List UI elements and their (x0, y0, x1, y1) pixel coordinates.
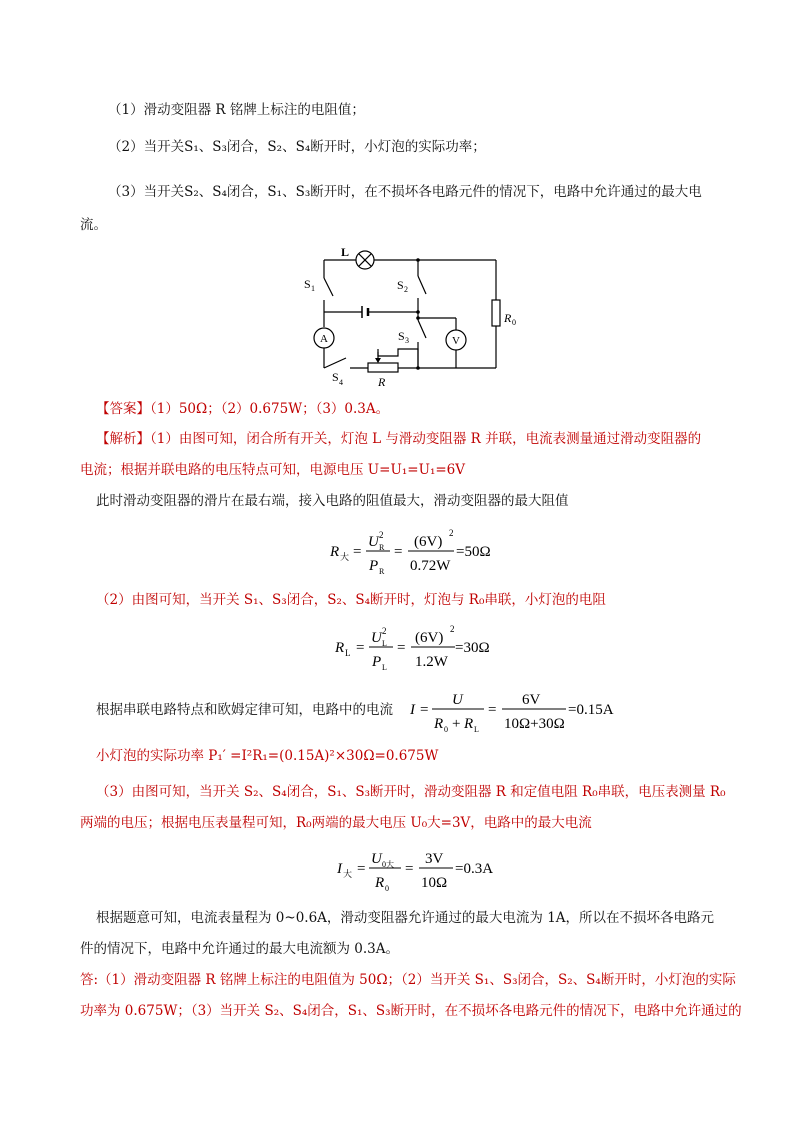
analysis-p4: 根据串联电路特点和欧姆定律可知，电路中的电流 (96, 702, 393, 718)
svg-text:R: R (375, 875, 385, 891)
svg-text:0: 0 (512, 318, 516, 327)
svg-text:(6V): (6V) (415, 630, 444, 646)
svg-text:U: U (371, 851, 382, 867)
svg-text:=: = (394, 544, 403, 560)
svg-text:R: R (330, 544, 340, 560)
analysis-p7-line-2: 件的情况下，电路中允许通过的最大电流额为 0.3A。 (80, 941, 400, 957)
switch-s3 (418, 320, 426, 338)
analysis-p6-line-1: （3）由图可知，当开关 S₂、S₄闭合，S₁、S₃断开时，滑动变阻器 R 和定值电阻 R₀串联，电压表测量 R₀ (96, 784, 726, 800)
svg-text:4: 4 (339, 378, 343, 387)
svg-text:=: = (397, 640, 406, 656)
svg-text:=: = (357, 861, 366, 877)
svg-text:10Ω: 10Ω (421, 875, 448, 891)
question-1: （1）滑动变阻器 R 铭牌上标注的电阻值； (108, 102, 365, 118)
switch-s1 (324, 278, 333, 296)
svg-text:V: V (452, 335, 460, 347)
svg-text:=: = (488, 702, 497, 718)
answer-label: 【答案】 (96, 401, 150, 417)
svg-text:L: L (474, 725, 479, 734)
answer-text: （1）50Ω；（2）0.675W；（3）0.3A。 (150, 401, 390, 417)
final-answer-line-1: 答:（1）滑动变阻器 R 铭牌上标注的电阻值为 50Ω；（2）当开关 S₁、S₃闭合，S₂、S₄断开时，小灯泡的实际 (80, 972, 736, 988)
analysis-label: 【解析】 (96, 431, 150, 447)
svg-text:S: S (304, 277, 311, 291)
svg-text:1.2W: 1.2W (415, 654, 448, 670)
svg-text:=: = (420, 702, 429, 718)
svg-text:L: L (345, 648, 351, 658)
svg-text:1: 1 (311, 284, 315, 293)
svg-text:R: R (379, 543, 385, 552)
rheostat-icon (368, 363, 398, 372)
svg-text:=0.3A: =0.3A (455, 861, 494, 877)
equation-4 (335, 843, 505, 895)
svg-text:=50Ω: =50Ω (456, 544, 491, 560)
svg-text:+: + (452, 716, 461, 732)
svg-text:A: A (320, 333, 328, 345)
analysis-p6-line-2: 两端的电压；根据电压表量程可知，R₀两端的最大电压 U₀大=3V，电路中的最大电流 (80, 815, 592, 831)
svg-text:S: S (398, 329, 405, 343)
svg-text:P: P (369, 558, 379, 574)
svg-text:I: I (410, 702, 415, 718)
equation-2 (333, 622, 513, 674)
svg-text:=30Ω: =30Ω (455, 640, 490, 656)
svg-text:=0.15A: =0.15A (568, 702, 614, 718)
svg-text:R: R (335, 640, 345, 656)
analysis-p7-line-1: 根据题意可知，电流表量程为 0~0.6A，滑动变阻器允许通过的最大电流为 1A，所以在不损坏各电路元 (96, 910, 715, 926)
svg-text:2: 2 (450, 624, 455, 634)
analysis-line-1: 【解析】（1）由图可知，闭合所有开关，灯泡 L 与滑动变阻器 R 并联，电流表测量通过滑动变阻器的 (96, 431, 702, 447)
svg-text:2: 2 (382, 626, 387, 636)
svg-text:P: P (372, 654, 382, 670)
question-3-line-2: 流。 (80, 217, 107, 233)
svg-text:R: R (464, 716, 474, 732)
svg-text:0大: 0大 (382, 860, 394, 869)
svg-text:0: 0 (385, 884, 389, 893)
svg-text:2: 2 (404, 285, 408, 294)
svg-text:U: U (368, 534, 379, 550)
svg-text:=: = (356, 640, 365, 656)
answer-line (96, 399, 389, 419)
lamp-label: L (341, 245, 350, 259)
svg-text:U: U (452, 692, 463, 708)
svg-text:3V: 3V (425, 851, 444, 867)
svg-text:S: S (397, 278, 404, 292)
svg-text:3: 3 (405, 336, 409, 345)
svg-text:大: 大 (340, 552, 350, 562)
svg-text:R: R (378, 375, 386, 389)
final-answer-line-2: 功率为 0.675W；（3）当开关 S₂、S₄闭合，S₁、S₃断开时，在不损坏各电路元件的情况下，电路中允许通过的 (80, 1003, 742, 1019)
svg-text:S: S (332, 370, 339, 384)
svg-text:R: R (434, 716, 444, 732)
svg-text:0: 0 (444, 725, 448, 734)
analysis-p2: 此时滑动变阻器的滑片在最右端，接入电路的阻值最大，滑动变阻器的最大阻值 (96, 493, 569, 509)
svg-text:6V: 6V (522, 692, 541, 708)
svg-text:=: = (353, 544, 362, 560)
analysis-line-2: 电流；根据并联电路的电压特点可知，电源电压 U=U₁=U₁=6V (80, 462, 466, 478)
svg-text:R: R (379, 567, 385, 576)
svg-text:10Ω+30Ω: 10Ω+30Ω (504, 716, 565, 732)
switch-s2 (418, 276, 426, 294)
svg-text:(6V): (6V) (414, 534, 443, 550)
circuit-diagram (300, 242, 530, 392)
question-2: （2）当开关S₁、S₃闭合，S₂、S₄断开时，小灯泡的实际功率； (108, 139, 486, 155)
question-3-line-1: （3）当开关S₂、S₄闭合，S₁、S₃断开时，在不损坏各电路元件的情况下，电路中允许通过的最大电 (108, 184, 702, 200)
svg-text:I: I (337, 861, 342, 877)
analysis-p3: （2）由图可知，当开关 S₁、S₃闭合，S₂、S₄断开时，灯泡与 R₀串联，小灯泡的电阻 (96, 592, 606, 608)
equation-3 (408, 684, 628, 736)
resistor-r0-icon (492, 300, 500, 326)
switch-s4 (324, 358, 346, 368)
equation-1 (328, 526, 518, 578)
svg-text:R: R (504, 311, 512, 325)
svg-text:L: L (382, 663, 387, 672)
svg-text:U: U (371, 630, 382, 646)
analysis-p5: 小灯泡的实际功率 P₁′ =I²R₁=(0.15A)²×30Ω=0.675W (96, 748, 439, 764)
svg-text:大: 大 (343, 869, 353, 879)
svg-text:L: L (382, 639, 387, 648)
svg-text:0.72W: 0.72W (410, 558, 451, 574)
svg-text:2: 2 (449, 528, 454, 538)
svg-text:=: = (405, 861, 414, 877)
svg-text:2: 2 (379, 530, 384, 540)
